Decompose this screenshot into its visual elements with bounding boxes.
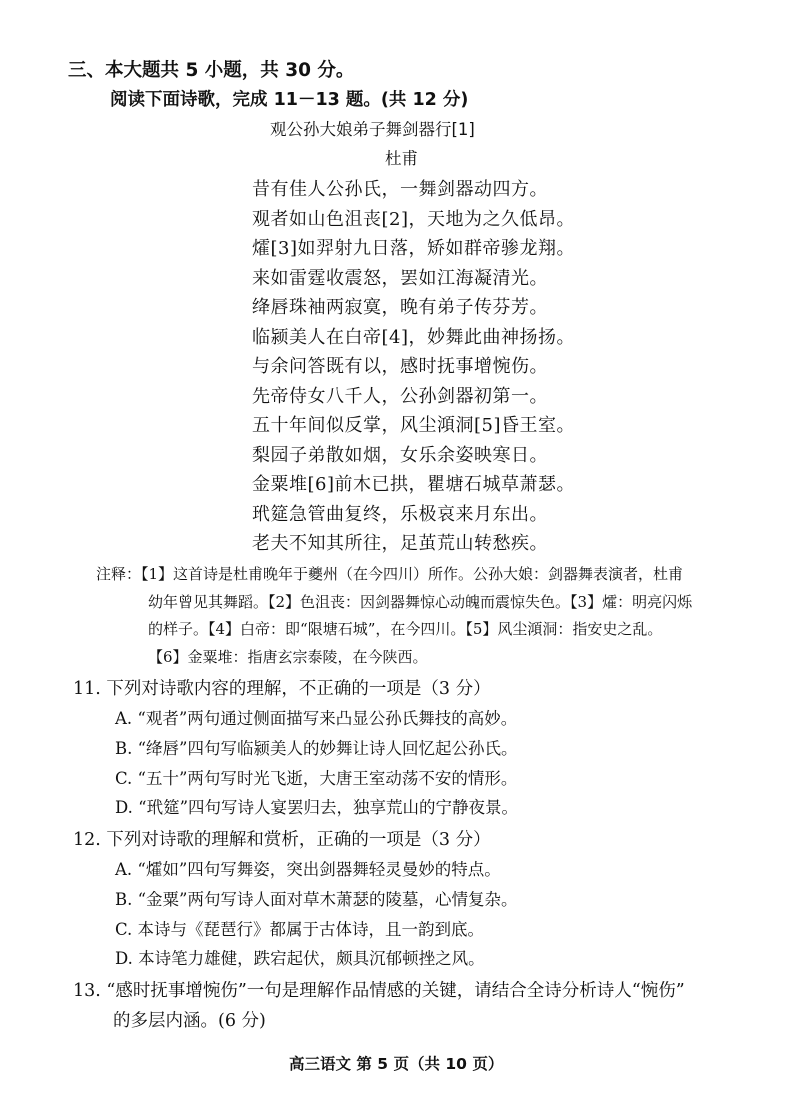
note-line: 【6】金粟堆：指唐玄宗泰陵，在今陕西。 <box>148 648 428 666</box>
option-d: D. 本诗笔力雄健，跌宕起伏，颇具沉郁顿挫之风。 <box>115 949 485 968</box>
poem-author: 杜甫 <box>385 149 418 168</box>
poem-line: 老夫不知其所往，足茧荒山转愁疾。 <box>252 533 548 554</box>
poem-line: 来如雷霆收震怒，罢如江海凝清光。 <box>252 268 548 289</box>
note-line: 幼年曾见其舞蹈。【2】色沮丧：因剑器舞惊心动魄而震惊失色。【3】㸌：明亮闪烁 <box>148 593 693 611</box>
poem-line: 金粟堆[6]前木已拱，瞿塘石城草萧瑟。 <box>252 474 575 495</box>
poem-line: 㸌[3]如羿射九日落，矫如群帝骖龙翔。 <box>252 238 575 259</box>
poem-line: 观者如山色沮丧[2]，天地为之久低昂。 <box>252 209 575 230</box>
page-footer: 高三语文 第 5 页（共 10 页） <box>289 1055 504 1073</box>
option-a: A. “观者”两句通过侧面描写来凸显公孙氏舞技的高妙。 <box>115 709 518 728</box>
option-b: B. “绛唇”四句写临颍美人的妙舞让诗人回忆起公孙氏。 <box>115 739 518 758</box>
poem-line: 绛唇珠袖两寂寞，晚有弟子传芬芳。 <box>252 297 548 318</box>
option-c: C. “五十”两句写时光飞逝，大唐王室动荡不安的情形。 <box>115 769 518 788</box>
section-instruction: 阅读下面诗歌，完成 11－13 题。(共 12 分) <box>110 90 469 110</box>
poem-line: 临颍美人在白帝[4]，妙舞此曲神扬扬。 <box>252 327 575 348</box>
question-stem: 13. “感时抚事增惋伤”一句是理解作品情感的关键，请结合全诗分析诗人“惋伤” <box>73 981 685 1001</box>
section-heading: 三、本大题共 5 小题，共 30 分。 <box>68 60 355 81</box>
poem-line: 玳筵急管曲复终，乐极哀来月东出。 <box>252 504 548 525</box>
note-line: 注释：【1】这首诗是杜甫晚年于夔州（在今四川）所作。公孙大娘：剑器舞表演者，杜甫 <box>96 565 684 583</box>
poem-line: 先帝侍女八千人，公孙剑器初第一。 <box>252 386 548 407</box>
option-d: D. “玳筵”四句写诗人宴罢归去，独享荒山的宁静夜景。 <box>115 798 519 817</box>
poem-line: 五十年间似反掌，风尘澒洞[5]昏王室。 <box>252 415 575 436</box>
poem-line: 梨园子弟散如烟，女乐余姿映寒日。 <box>252 445 548 466</box>
option-a: A. “㸌如”四句写舞姿，突出剑器舞轻灵曼妙的特点。 <box>115 860 501 879</box>
poem-line: 昔有佳人公孙氏，一舞剑器动四方。 <box>252 179 548 200</box>
option-c: C. 本诗与《琵琶行》都属于古体诗，且一韵到底。 <box>115 920 485 939</box>
note-line: 的样子。【4】白帝：即“限塘石城”，在今四川。【5】风尘澒洞：指安史之乱。 <box>148 620 663 638</box>
option-b: B. “金粟”两句写诗人面对草木萧瑟的陵墓，心情复杂。 <box>115 890 518 909</box>
question-stem: 11. 下列对诗歌内容的理解，不正确的一项是（3 分） <box>73 679 491 699</box>
question-stem-continued: 的多层内涵。(6 分) <box>113 1011 266 1031</box>
poem-title: 观公孙大娘弟子舞剑器行[1] <box>270 120 475 139</box>
poem-line: 与余问答既有以，感时抚事增惋伤。 <box>252 356 548 377</box>
question-stem: 12. 下列对诗歌的理解和赏析，正确的一项是（3 分） <box>73 830 491 850</box>
